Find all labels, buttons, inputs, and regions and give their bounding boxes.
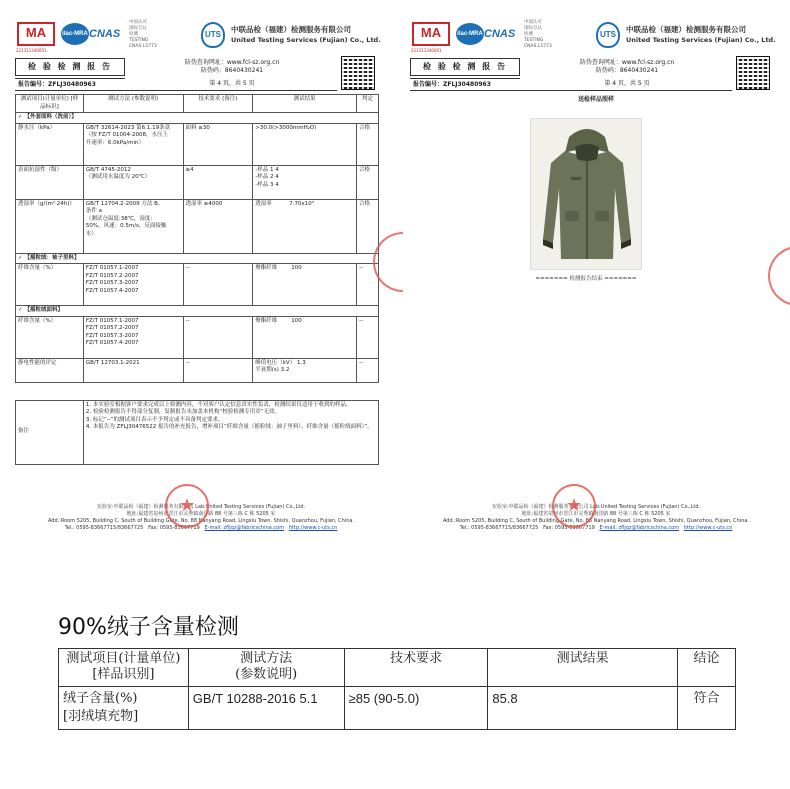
table-header-row xyxy=(59,649,736,687)
section-header: ✓ 【摇粒绒面料】 xyxy=(16,306,379,317)
lab-name-en: United Testing Services (Fujian) Co., Ltd. xyxy=(231,36,381,44)
report-header-logos xyxy=(15,14,387,54)
col-header-method: 测试方法 (参数说明) xyxy=(188,649,344,687)
requirement-cell: ≥85 (90-5.0) xyxy=(344,687,488,730)
table-row: 透湿率（g/(m²·24h)） GB/T 12704.2-2009 方法 B、 条件 a （测试仓温度:38℃，湿度: 50%，风速：0.5m/s，反面接触 水） 透湿率 ≥4000 透湿率 7.70x10³ 合格 xyxy=(16,199,379,253)
footer-address: 地址:福建省泉州市晋江市灵秀镇南洋路 88 号第三栋 C 栋 5205 室 xyxy=(126,511,276,517)
lab-name-cn: 中联品检（福建）检测服务有限公司 xyxy=(231,25,351,34)
page-indicator: 第 4 页，共 5 页 xyxy=(604,80,650,87)
report-title: 检 验 检 测 报 告 xyxy=(15,58,125,76)
lab-name-en: United Testing Services (Fujian) Co., Ltd. xyxy=(626,36,776,44)
uts-logo: UTS xyxy=(201,22,225,48)
table-row: 纤维含量（%） FZ/T 01057.1-2007 FZ/T 01057.2-2007 FZ/T 01057.3-2007 FZ/T 01057.4-2007 -- 聚酯纤维 100 -- xyxy=(16,264,379,306)
footer-lab: 实验室:中联品检（福建）检测服务有限公司 Lab:United Testing Services (Fujian) Co.,Ltd. xyxy=(491,504,701,510)
qr-code xyxy=(341,56,375,90)
col-header-conclusion: 结论 xyxy=(678,649,736,687)
jacket-illustration xyxy=(531,119,642,270)
item-sample: [羽绒填充物] xyxy=(63,709,139,724)
spacer-row xyxy=(16,382,379,400)
table-row: 表面抗湿性（级） GB/T 4745-2012 （测试用水温度为 20℃） ≥4 -样品 1 4 -样品 2 4 -样品 3 4 合格 xyxy=(16,165,379,199)
ma-logo: MA xyxy=(412,22,450,46)
report-end-caption: ======= 检测报告结束 ======= xyxy=(535,276,637,282)
lab-seal-stamp xyxy=(165,484,209,528)
photo-title: 送检样品照样 xyxy=(577,96,614,103)
table-row xyxy=(59,687,736,730)
seal-star-icon: ★ xyxy=(179,495,196,516)
cnas-text: 中国认可 国际互认 检测 TESTING CNAS L5773 xyxy=(129,20,157,49)
side-seal-stamp xyxy=(768,246,790,306)
footer-lab: 实验室:中联品检（福建）检测服务有限公司 Lab:United Testing Services (Fujian) Co.,Ltd. xyxy=(96,504,306,510)
conclusion-cell: 符合 xyxy=(678,687,736,730)
title-divider xyxy=(15,90,337,91)
sample-photo-jacket xyxy=(530,118,642,270)
result-cell: 85.8 xyxy=(488,687,678,730)
notes-row: 备注 1. 本实验室根据客户要求完成以上检测内容，不对客户认定信息真实性负责，检测结果仅适用于收到的样品。 2. 检验检测报告不得部分复制，复制报告未加盖本机构“校验检测专用章”无效。 3. 标记“--”的测试项目表示不予判定或不具备判定要求。 4. 本报告为 ZFLJ30476522 报告的补充报告，增补项目“纤维含量（摇粒绒：袖子里料）、纤维含量（摇粒绒面料）”。 xyxy=(16,400,379,464)
table-row: 静水压（kPa） GB/T 32614-2023 第6.1.19条款 （按 FZ/T 01004-2008，水压上 升速率：6.0kPa/min） 面料 ≥30 >30.0(>3000mmH₂O) 合格 xyxy=(16,123,379,165)
section-header: ✓ 【外套面料（洗前）】 xyxy=(16,113,379,124)
cnas-text: 中国认可 国际互认 检测 TESTING CNAS L5773 xyxy=(524,20,552,49)
col-header-method: 测试方法 (参数说明) xyxy=(83,95,183,113)
col-header-item: 测试项目(计量单位) [样品识别] xyxy=(59,649,189,687)
col-header-item: 测试项目(计量单位) [样品标识] xyxy=(16,95,84,113)
report-page-4-photo xyxy=(410,14,782,544)
footer-address: 地址:福建省泉州市晋江市灵秀镇南洋路 88 号第三栋 C 栋 5205 室 xyxy=(521,511,671,517)
lab-seal-stamp xyxy=(552,484,596,528)
verify-info xyxy=(522,58,732,76)
verify-site: 防伪查询网址：www.fcl-sz.org.cn xyxy=(184,59,280,66)
col-header-result: 测试结果 xyxy=(253,95,357,113)
report-title: 检 验 检 测 报 告 xyxy=(410,58,520,76)
section-header: ✓ 【摇粒绒：袖子里料】 xyxy=(16,253,379,264)
ilac-logo: ilac-MRA xyxy=(456,23,484,45)
title-divider xyxy=(410,90,732,91)
report-number: 报告编号：ZFLJ30480963 xyxy=(15,78,125,90)
item-name: 绒子含量(%) xyxy=(63,691,138,706)
ilac-logo: ilac-MRA xyxy=(61,23,89,45)
qr-code xyxy=(736,56,770,90)
verify-code: 防伪码：8640430241 xyxy=(200,67,264,74)
down-content-table xyxy=(58,648,736,730)
verify-site: 防伪查询网址：www.fcl-sz.org.cn xyxy=(579,59,675,66)
table-row: 静电性能的评定 GB/T 12703.1-2021 -- 峰值电压（kV） 1.3 半衰期(s) 3.2 -- xyxy=(16,358,379,382)
down-content-title: 90%绒子含量检测 xyxy=(58,615,239,640)
ma-logo: MA xyxy=(17,22,55,46)
uts-logo: UTS xyxy=(596,22,620,48)
cnas-logo: CNAS xyxy=(89,28,121,40)
col-header-judge: 判定 xyxy=(357,95,379,113)
report-title-block xyxy=(410,58,782,94)
col-header-req: 技术要求 (备注) xyxy=(183,95,253,113)
report-header-logos xyxy=(410,14,782,54)
report-title-block xyxy=(15,58,387,94)
report-number: 报告编号：ZFLJ30480963 xyxy=(410,78,520,90)
report-page-4 xyxy=(15,14,387,544)
report-footer xyxy=(410,504,782,544)
col-header-req: 技术要求 xyxy=(344,649,488,687)
table-header-row xyxy=(16,95,379,113)
verify-code: 防伪码：8640430241 xyxy=(595,67,659,74)
footer-contact: Tel.: 0595-83667715/83667725 Fax: 0595-83667719 E-mail: zfljqz@fabricschina.com http://www.c-uts.cn xyxy=(459,525,733,531)
col-header-result: 测试结果 xyxy=(488,649,678,687)
verify-info xyxy=(127,58,337,76)
results-table xyxy=(15,94,379,465)
cnas-logo: CNAS xyxy=(484,28,516,40)
lab-name-cn: 中联品检（福建）检测服务有限公司 xyxy=(626,25,746,34)
ma-number: 221311340001 xyxy=(16,48,47,53)
table-row: 纤维含量（%） FZ/T 01057.1-2007 FZ/T 01057.2-2007 FZ/T 01057.3-2007 FZ/T 01057.4-2007 -- 聚酯纤维 100 -- xyxy=(16,316,379,358)
footer-contact: Tel.: 0595-83667715/83667725 Fax: 0595-83667719 E-mail: zfljqz@fabricschina.com http://www.c-uts.cn xyxy=(64,525,338,531)
footer-address-en: Add.:Room 5205, Building C, South of Building Gate, No. 88 Nanyang Road, Lingxiu Town, Shishi, Quanzhou, Fujian, China. xyxy=(47,518,355,524)
footer-address-en: Add.:Room 5205, Building C, South of Building Gate, No. 88 Nanyang Road, Lingxiu Town, Shishi, Quanzhou, Fujian, China. xyxy=(442,518,750,524)
seal-star-icon: ★ xyxy=(566,495,583,516)
method-cell: GB/T 10288-2016 5.1 xyxy=(188,687,344,730)
ma-number: 221311340001 xyxy=(411,48,442,53)
page-indicator: 第 4 页，共 5 页 xyxy=(209,80,255,87)
